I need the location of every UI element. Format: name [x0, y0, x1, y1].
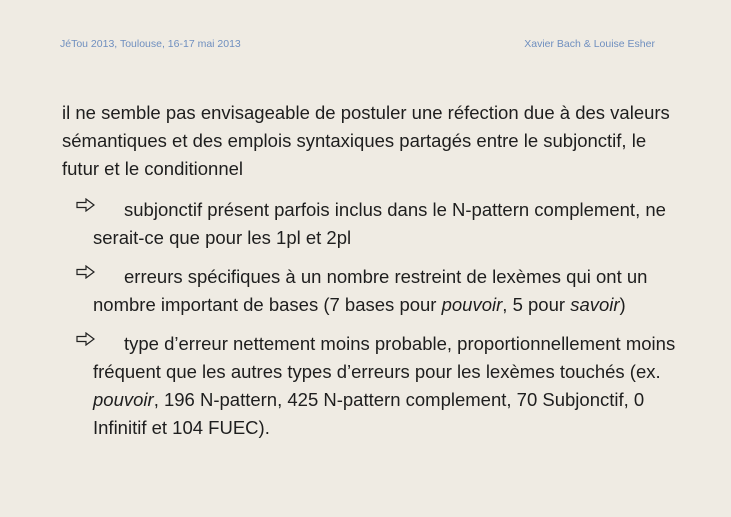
bullet-text: type d’erreur nettement moins probable, proportionnellement moins fréquent que les autres types d’erreurs pour les lexèmes touchés (ex.: [93, 333, 676, 382]
bullet-item: [62, 330, 682, 442]
bullet-item: [62, 196, 682, 252]
bullet-emphasis: pouvoir: [441, 294, 503, 315]
bullet-item: [62, 263, 682, 319]
bullet-emphasis: savoir: [570, 294, 620, 315]
arrow-right-outline-icon: [76, 265, 96, 279]
bullet-emphasis: pouvoir: [93, 389, 154, 410]
arrow-right-outline-icon: [76, 332, 96, 346]
bullet-text: , 196 N-pattern, 425 N-pattern complement, 70 Subjonctif, 0 Infinitif et 104 FUEC).: [93, 389, 645, 438]
arrow-right-outline-icon: [76, 198, 96, 212]
bullet-text: ): [619, 294, 626, 315]
header-event-info: JéTou 2013, Toulouse, 16-17 mai 2013: [60, 38, 241, 50]
bullet-text: , 5 pour: [502, 294, 571, 315]
bullet-text: subjonctif présent parfois inclus dans le N-pattern complement, ne serait-ce que pour les 1pl et 2pl: [93, 199, 666, 248]
bullet-text: erreurs spécifiques à un nombre restreint de lexèmes qui ont un nombre important de bases (7 bases pour: [93, 266, 648, 315]
header-authors: Xavier Bach & Louise Esher: [524, 38, 655, 50]
intro-paragraph: il ne semble pas envisageable de postuler une réfection due à des valeurs sémantiques et des emplois syntaxiques partagés entre le subjonctif, le futur et le conditionnel: [62, 102, 670, 179]
bullet-list: [62, 196, 682, 453]
